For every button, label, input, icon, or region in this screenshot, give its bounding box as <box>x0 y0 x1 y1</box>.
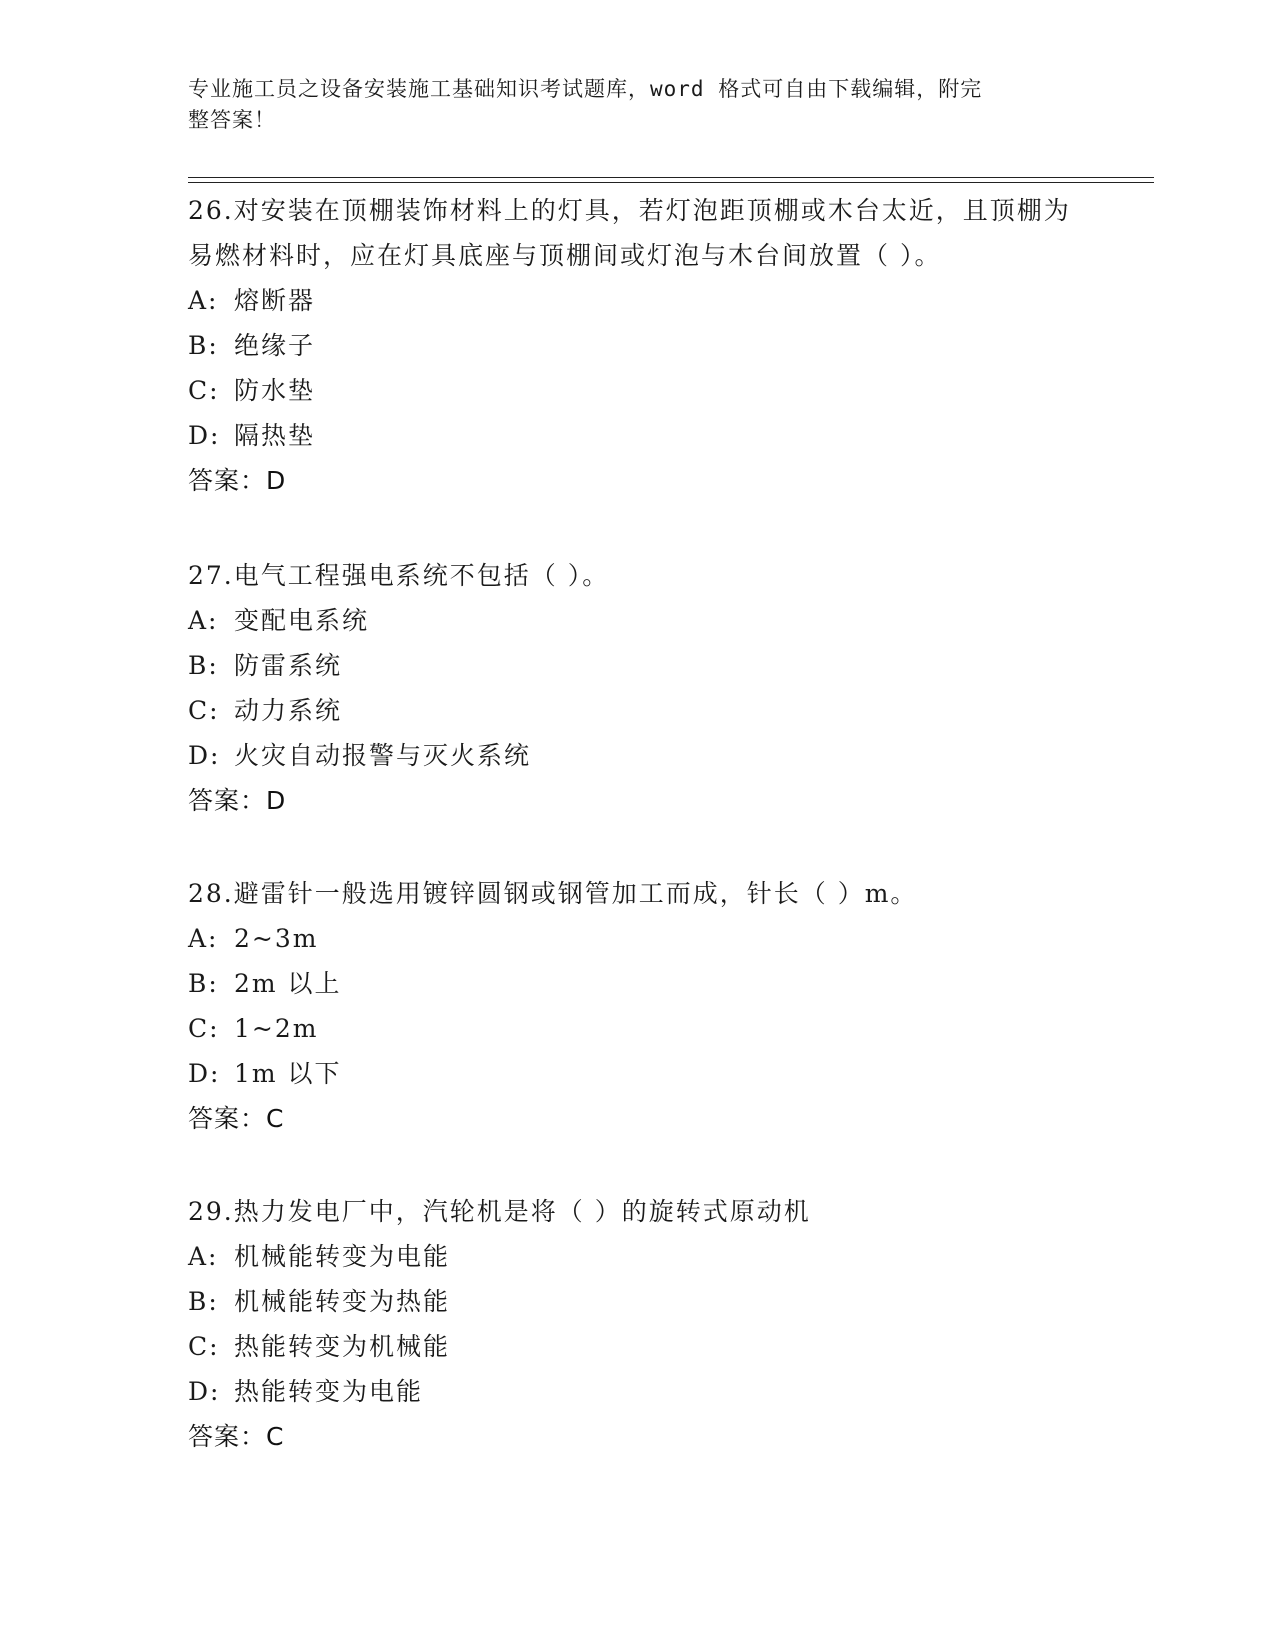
header-divider-top <box>188 177 1154 178</box>
option-c <box>188 1324 1088 1369</box>
option-a <box>188 916 1088 961</box>
option-b <box>188 961 1088 1006</box>
option-key: B: <box>188 651 219 680</box>
option-text: 熔断器 <box>234 286 316 315</box>
question-text: 28.避雷针一般选用镀锌圆钢或钢管加工而成，针长（ ）m。 <box>188 879 918 908</box>
option-text: 1~2m <box>234 1014 319 1043</box>
option-c <box>188 688 1088 733</box>
option-d <box>188 1051 1088 1096</box>
option-key: D: <box>188 1377 221 1406</box>
answer-line: 答案：C <box>188 1104 285 1133</box>
option-key: C: <box>188 1014 220 1043</box>
question-26 <box>188 188 1088 503</box>
answer-line: 答案：C <box>188 1422 285 1451</box>
option-text: 隔热垫 <box>234 421 316 450</box>
option-text: 2~3m <box>234 924 319 953</box>
option-key: D: <box>188 741 221 770</box>
option-text: 2m 以上 <box>234 969 342 998</box>
header-title-line-2: 整答案！ <box>188 108 276 132</box>
option-b <box>188 643 1088 688</box>
option-d <box>188 413 1088 458</box>
option-text: 热能转变为机械能 <box>234 1332 451 1361</box>
question-27 <box>188 553 1088 823</box>
option-key: C: <box>188 376 220 405</box>
option-text: 防雷系统 <box>234 651 343 680</box>
option-text: 机械能转变为电能 <box>234 1242 451 1271</box>
option-text: 机械能转变为热能 <box>234 1287 451 1316</box>
option-text: 1m 以下 <box>234 1059 342 1088</box>
option-text: 变配电系统 <box>234 606 370 635</box>
option-key: B: <box>188 331 219 360</box>
option-text: 热能转变为电能 <box>234 1377 424 1406</box>
option-key: B: <box>188 969 219 998</box>
option-text: 绝缘子 <box>234 331 316 360</box>
option-key: C: <box>188 1332 220 1361</box>
option-b <box>188 323 1088 368</box>
option-key: A: <box>188 924 219 953</box>
option-key: A: <box>188 286 219 315</box>
header-title-line-1: 专业施工员之设备安装施工基础知识考试题库，word 格式可自由下载编辑，附完 <box>188 77 983 101</box>
question-28 <box>188 871 1088 1141</box>
option-b <box>188 1279 1088 1324</box>
option-c <box>188 1006 1088 1051</box>
answer-line: 答案：D <box>188 786 287 815</box>
header-divider-bottom <box>188 182 1154 183</box>
option-key: A: <box>188 606 219 635</box>
option-key: D: <box>188 1059 221 1088</box>
question-text: 26.对安装在顶棚装饰材料上的灯具，若灯泡距顶棚或木台太近，且顶棚为易燃材料时，应在灯具底座与顶棚间或灯泡与木台间放置（ ）。 <box>188 196 1071 270</box>
question-text: 27.电气工程强电系统不包括（ ）。 <box>188 561 610 590</box>
question-29 <box>188 1189 1088 1459</box>
option-key: A: <box>188 1242 219 1271</box>
option-text: 动力系统 <box>234 696 343 725</box>
option-key: D: <box>188 421 221 450</box>
option-text: 防水垫 <box>234 376 316 405</box>
option-text: 火灾自动报警与灭火系统 <box>234 741 532 770</box>
option-d <box>188 733 1088 778</box>
question-text: 29.热力发电厂中，汽轮机是将（ ）的旋转式原动机 <box>188 1197 811 1226</box>
option-a <box>188 278 1088 323</box>
answer-line: 答案：D <box>188 466 287 495</box>
option-key: B: <box>188 1287 219 1316</box>
document-header <box>188 74 1088 136</box>
option-d <box>188 1369 1088 1414</box>
option-a <box>188 1234 1088 1279</box>
option-a <box>188 598 1088 643</box>
option-key: C: <box>188 696 220 725</box>
option-c <box>188 368 1088 413</box>
